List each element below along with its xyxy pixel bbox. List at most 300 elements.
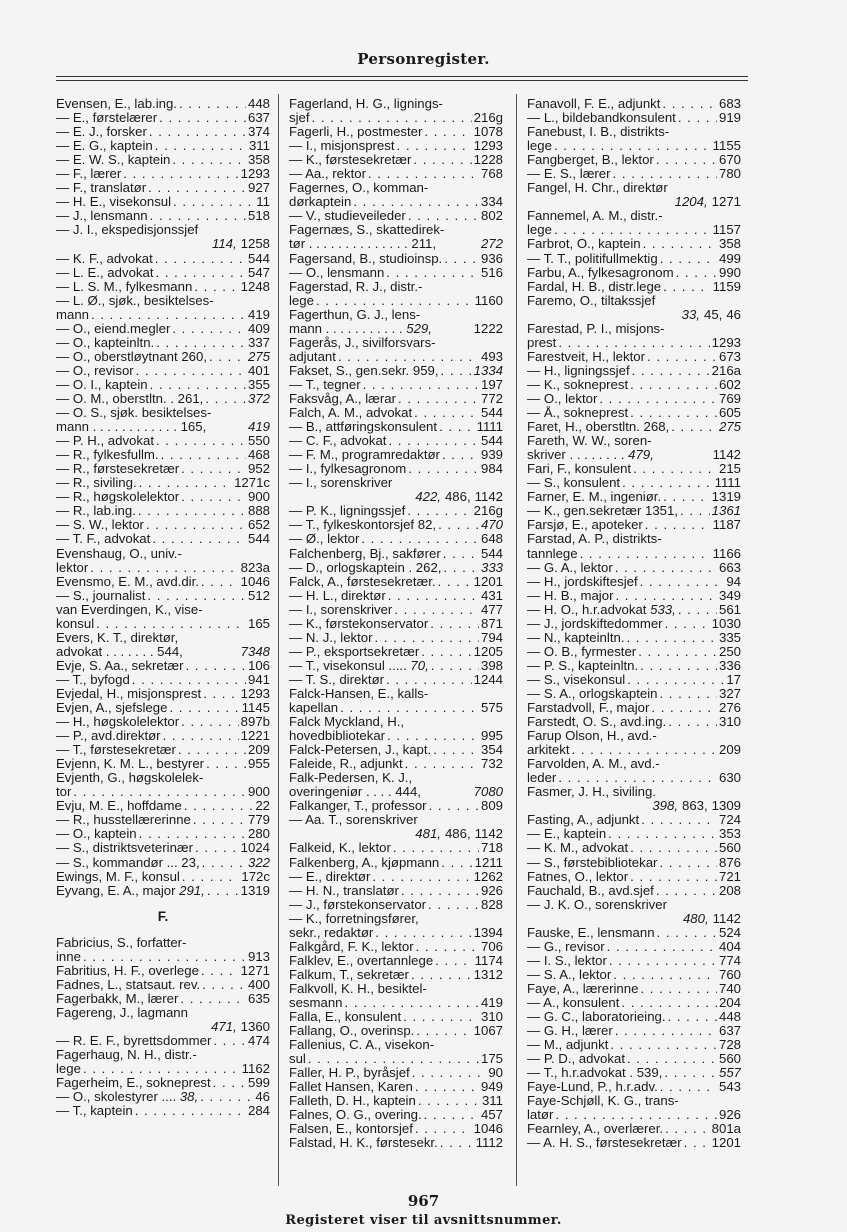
section-number: 216g [473, 111, 503, 126]
entry-text: Fangel, H. Chr., direktør [527, 181, 668, 196]
entry-text: — P., eksportsekretær [289, 644, 420, 659]
index-entry [289, 1038, 503, 1066]
entry-text: Fallang, O., overinsp. [289, 1024, 415, 1039]
index-entry [289, 645, 503, 659]
dot-leader [441, 364, 472, 378]
entry-text: sjef [289, 111, 310, 126]
section-number: 718 [480, 841, 503, 856]
section-number: 1361 [711, 504, 741, 519]
section-number: 941 [247, 672, 270, 687]
index-entry [527, 294, 741, 322]
dot-leader [580, 547, 711, 561]
index-entry [56, 856, 270, 870]
section-number: 995 [480, 729, 503, 744]
index-entry [527, 926, 741, 940]
index-entry [56, 978, 270, 992]
index-entry [527, 715, 741, 729]
index-entry [56, 195, 270, 209]
section-number: 22 [255, 799, 270, 814]
dot-leader [207, 884, 239, 898]
entry-text: — T., byfogd [56, 672, 130, 687]
entry-text: — O., kapteinltn. [56, 335, 155, 350]
dot-leader [640, 982, 717, 996]
dot-leader [156, 336, 246, 350]
index-entry [56, 1090, 270, 1104]
entry-text: overingeniør . . . . 444, [289, 785, 421, 800]
entry-text: Fabricius, S., forfatter- [56, 935, 187, 950]
dot-leader [150, 209, 246, 223]
index-entry [289, 1010, 503, 1024]
entry-text: Falkvoll, K. H., besiktel- [289, 981, 427, 996]
index-entry [527, 252, 741, 266]
entry-text: — F. M., programredaktør [289, 448, 440, 463]
section-number: 652 [247, 518, 270, 533]
index-entry [56, 799, 270, 813]
section-number: 401 [247, 363, 270, 378]
dot-leader [411, 968, 472, 982]
entry-text: Fagerland, H. G., lignings- [289, 97, 443, 111]
section-number: 1293 [240, 686, 270, 701]
section-number: 599 [247, 1076, 270, 1091]
index-entry [527, 968, 741, 982]
index-column-3 [527, 97, 741, 1151]
index-entry [56, 280, 270, 294]
section-number: 1360 [240, 1020, 270, 1034]
entry-text: Faye, A., lærerinne [527, 981, 639, 996]
dot-leader [195, 841, 239, 855]
dot-leader [209, 350, 246, 364]
entry-text: — H. E., visekonsul [56, 195, 172, 210]
dot-leader [405, 757, 479, 771]
section-letter: F. [157, 908, 169, 924]
page-number: 967 [407, 1192, 440, 1210]
section-number: 1159 [712, 279, 741, 294]
entry-text: — I., sorenskriver [289, 476, 393, 491]
section-number: 732 [480, 757, 503, 772]
dot-leader [386, 266, 479, 280]
entry-text: — S., førstebibliotekar [527, 855, 658, 870]
dot-leader [200, 1090, 253, 1104]
dot-leader [394, 603, 479, 617]
dot-leader [181, 490, 246, 504]
index-entry [527, 841, 741, 855]
section-number: 448 [718, 1010, 741, 1025]
index-entry [289, 870, 503, 884]
index-entry [56, 532, 270, 546]
dot-leader [397, 139, 472, 153]
entry-text: tannlege [527, 546, 578, 561]
entry-text: — L., bildebandkonsulent [527, 111, 676, 126]
index-entry [527, 701, 741, 715]
dot-leader [415, 1122, 472, 1136]
entry-text: — P. K., ligningssjef [289, 504, 406, 519]
dot-leader [181, 462, 246, 476]
entry-text: — P. H., advokat [56, 434, 154, 449]
section-number: 448 [247, 97, 270, 111]
entry-text: Fasting, A., adjunkt [527, 813, 640, 828]
index-entry [289, 1080, 503, 1094]
index-entry [527, 167, 741, 181]
index-entry [289, 771, 503, 799]
entry-text: Farup Olson, H., avd.- [527, 729, 657, 744]
dot-leader [172, 153, 246, 167]
section-number: 779 [247, 813, 270, 828]
entry-text: — A., konsulent [527, 996, 620, 1010]
entry-text: Fareth, W. W., soren- [527, 434, 652, 449]
index-entry [56, 266, 270, 280]
dot-leader [630, 841, 717, 855]
dot-leader [135, 1104, 246, 1118]
entry-text: — J. I., ekspedisjonssjef [56, 223, 199, 238]
dot-leader [572, 743, 717, 757]
index-entry [527, 687, 741, 701]
entry-text: — K., førstesekretær [289, 153, 412, 168]
section-number: 349 [718, 588, 741, 603]
section-number: 544 [480, 434, 503, 449]
entry-text: Evensmo, E. M., avd.dir. [56, 574, 199, 589]
entry-text: — O., revisor [56, 363, 134, 378]
entry-text: — J., førstekonservator [289, 897, 427, 912]
section-number: 801a [711, 1122, 741, 1137]
dot-leader [83, 1062, 240, 1076]
index-entry [56, 589, 270, 603]
dot-leader [132, 673, 246, 687]
dot-leader [388, 434, 479, 448]
index-entry [289, 252, 503, 266]
entry-text: Falla, E., konsulent [289, 1010, 402, 1025]
section-number: 1262 [473, 869, 503, 884]
entry-text: — I., fylkesagronom [289, 462, 407, 477]
entry-text: — M., adjunkt [527, 1038, 609, 1053]
entry-text: Fakset, S., gen.sekr. 959, [289, 363, 439, 378]
index-entry [527, 813, 741, 827]
index-entry [527, 350, 741, 364]
index-entry [56, 364, 270, 378]
spacer [56, 1020, 211, 1034]
index-entry [56, 631, 270, 659]
section-number: 828 [480, 897, 503, 912]
section-number: 1166 [712, 546, 741, 561]
index-entry [289, 1108, 503, 1122]
section-number: 480, [682, 911, 709, 926]
dot-leader [83, 950, 246, 964]
dot-leader [136, 364, 246, 378]
dot-leader [615, 561, 717, 575]
entry-text: Falkeid, K., lektor [289, 841, 391, 856]
section-number: 955 [247, 757, 270, 772]
dot-leader [621, 996, 717, 1010]
section-number: 1030 [711, 616, 741, 631]
spacer [527, 308, 682, 322]
entry-text: Fagerheim, E., sokneprest [56, 1076, 211, 1091]
section-number: 949 [480, 1080, 503, 1095]
section-number: 46 [726, 307, 741, 322]
dot-leader [664, 1066, 717, 1080]
section-number: 33, [681, 307, 700, 322]
entry-text: — O. M., oberstltn. . 261, [56, 391, 204, 406]
entry-text: lege [56, 1062, 81, 1077]
dot-leader [656, 153, 717, 167]
entry-text: — F., translatør [56, 181, 147, 196]
entry-text: Ewings, M. F., konsul [56, 869, 180, 884]
entry-text: Farner, E. M., ingeniør. [527, 490, 662, 505]
section-number: 547 [247, 265, 270, 280]
index-entry [289, 448, 503, 462]
section-number: 398, [652, 799, 678, 814]
entry-text: — N., kapteinltn. [527, 630, 625, 645]
entry-text: Fagernes, O., komman- [289, 181, 429, 196]
entry-text: Fauske, E., lensmann [527, 925, 655, 940]
index-entry [56, 870, 270, 884]
entry-text: Faye-Schjøll, K. G., trans- [527, 1094, 679, 1109]
entry-text: Falkanger, T., professor [289, 799, 427, 814]
entry-text: Fagerstad, R. J., distr.- [289, 279, 423, 294]
section-number: 871 [480, 616, 503, 631]
dot-leader [643, 237, 717, 251]
entry-text: Falch, A. M., advokat [289, 406, 413, 421]
index-entry [56, 964, 270, 978]
entry-text: — E. W. S., kaptein [56, 153, 171, 168]
section-number: 1244 [473, 672, 503, 687]
index-entry [289, 813, 503, 841]
dot-leader [182, 870, 240, 884]
section-number: 208 [718, 883, 741, 898]
dot-leader [73, 785, 246, 799]
entry-text: Evjen, A., sjefslege [56, 701, 168, 716]
dot-leader [408, 462, 479, 476]
entry-text: mann [56, 307, 89, 322]
section-number: 45, [703, 307, 723, 322]
section-number: 683 [718, 97, 741, 111]
entry-text: Faremo, O., tiltakssjef [527, 293, 656, 308]
entry-text: Fasmer, J. H., siviling. [527, 785, 656, 800]
section-number: 419 [480, 996, 503, 1010]
dot-leader [152, 532, 246, 546]
dot-leader [150, 378, 246, 392]
dot-leader [435, 954, 472, 968]
entry-text: — T., fylkeskontorsjef 82, [289, 518, 437, 533]
section-number: 1319 [711, 490, 741, 505]
index-entry [289, 884, 503, 898]
index-entry [289, 968, 503, 982]
dot-leader [161, 448, 246, 462]
dot-leader [416, 1024, 471, 1038]
index-entry [527, 1052, 741, 1066]
entry-text: Fagerthun, G. J., lens- [289, 307, 421, 322]
dot-leader [368, 167, 479, 181]
entry-text: — K. F., advokat [56, 251, 153, 266]
index-entry [527, 617, 741, 631]
section-number: 663 [718, 560, 741, 575]
dot-leader [678, 111, 717, 125]
index-entry [289, 673, 503, 687]
index-entry [289, 575, 503, 589]
entry-text: lege [289, 293, 314, 308]
dot-leader [668, 715, 717, 729]
dot-leader [663, 490, 710, 504]
dot-leader [626, 631, 717, 645]
index-entry [527, 954, 741, 968]
index-entry [56, 209, 270, 223]
header-rule [56, 76, 748, 77]
entry-ref-italic: 533, [650, 602, 676, 617]
entry-text: Fari, F., konsulent [527, 462, 632, 477]
entry-ref-italic: 291, [179, 883, 205, 898]
section-number: 760 [718, 967, 741, 982]
section-number: 114, [211, 237, 237, 252]
index-entry [289, 364, 503, 378]
section-number: 276 [718, 701, 741, 716]
dot-leader [213, 1034, 246, 1048]
entry-text: — T., tegner [289, 377, 361, 392]
section-number: 398 [480, 658, 503, 673]
entry-text: Farestveit, H., lektor [527, 349, 645, 364]
entry-text: Falnes, O. G., overing. [289, 1108, 422, 1123]
index-entry [56, 687, 270, 701]
entry-text: — S., konsulent [527, 476, 621, 491]
section-number: 470 [480, 518, 503, 533]
dot-leader [656, 884, 717, 898]
entry-text: — G. C., laboratorieing. [527, 1010, 666, 1025]
entry-text: — J. K. O., sorenskriver [527, 897, 667, 912]
entry-text: Fagernæs, S., skattedirek- [289, 223, 445, 238]
dot-leader [202, 978, 246, 992]
dot-leader [163, 729, 239, 743]
index-entry [527, 266, 741, 280]
section-number: 422, [415, 490, 441, 505]
section-number: 605 [718, 406, 741, 421]
index-entry [56, 336, 270, 350]
spacer [527, 195, 675, 209]
section-number: 888 [247, 504, 270, 519]
entry-text: — R., siviling. [56, 476, 137, 491]
dot-leader [363, 378, 479, 392]
entry-text: — R. E. F., byrettsdommer [56, 1034, 212, 1049]
index-entry [289, 589, 503, 603]
index-entry [527, 898, 741, 926]
entry-text: lege [527, 139, 552, 154]
section-number: 327 [718, 686, 741, 701]
index-entry [289, 856, 503, 870]
dot-leader [429, 799, 479, 813]
entry-text: hovedbibliotekar [289, 729, 386, 744]
dot-leader [96, 617, 246, 631]
index-entry [56, 884, 270, 898]
index-entry [527, 1066, 741, 1080]
dot-leader [179, 97, 246, 111]
index-entry [527, 434, 741, 462]
entry-text: — Aa., rektor [289, 167, 366, 182]
entry-text: — F., lærer [56, 167, 122, 182]
dot-leader [641, 813, 717, 827]
index-entry [56, 153, 270, 167]
dot-leader [184, 799, 253, 813]
dot-leader [554, 223, 711, 237]
entry-text: — T., visekonsul ..... 70, [289, 658, 429, 673]
index-entry [56, 575, 270, 589]
section-number: 706 [480, 939, 503, 954]
dot-leader [444, 252, 479, 266]
entry-text: — O., oberstløytnant 260, [56, 349, 207, 364]
entry-text: — P. D., advokat [527, 1052, 625, 1067]
section-number: 216a [711, 363, 741, 378]
dot-leader [202, 856, 246, 870]
index-entry [527, 237, 741, 251]
dot-leader [645, 518, 711, 532]
section-number: 1334 [473, 363, 503, 378]
entry-text: Evjedal, H., misjonsprest [56, 686, 202, 701]
section-number: 724 [718, 813, 741, 828]
section-number: 354 [480, 743, 503, 758]
entry-text: Falstad, H. K., førstesekr. [289, 1136, 438, 1151]
dot-leader [123, 167, 238, 181]
dot-leader [613, 167, 717, 181]
dot-leader [408, 209, 479, 223]
dot-leader [640, 659, 717, 673]
section-number: 94 [726, 574, 741, 589]
dot-leader [147, 589, 246, 603]
index-entry [289, 308, 503, 336]
section-number: 1271c [234, 476, 270, 491]
index-entry [289, 378, 503, 392]
entry-text: — L. S. M., fylkesmann [56, 279, 193, 294]
dot-leader [413, 153, 471, 167]
section-number: 952 [247, 462, 270, 477]
index-entry [289, 1024, 503, 1038]
section-number: 204 [718, 996, 741, 1010]
index-entry [527, 181, 741, 209]
entry-text: — H., høgskolelektor [56, 715, 180, 730]
dot-leader [558, 771, 717, 785]
section-number: 1142 [712, 448, 741, 463]
entry-text: lektor [56, 560, 89, 575]
dot-leader [312, 111, 472, 125]
entry-text: — S., distriktsveterinær [56, 841, 194, 856]
section-number: 740 [718, 981, 741, 996]
dot-leader [680, 504, 710, 518]
index-entry [56, 223, 270, 251]
entry-text: Evjenth, G., høgskolelek- [56, 771, 204, 786]
entry-text: — E. G., kaptein [56, 139, 153, 154]
dot-leader [651, 701, 717, 715]
section-number: 272 [480, 237, 503, 252]
section-number: 560 [718, 1052, 741, 1067]
entry-text: — E., direktør [289, 869, 371, 884]
section-number: 809 [480, 799, 503, 814]
dot-leader [630, 406, 717, 420]
entry-text: Fallenius, C. A., visekon- [289, 1038, 435, 1053]
section-number: 1211 [474, 855, 503, 870]
dot-leader [139, 827, 246, 841]
section-number: 493 [480, 349, 503, 364]
dot-leader [668, 1010, 717, 1024]
dot-leader [156, 266, 246, 280]
index-entry [527, 1024, 741, 1038]
section-number: 561 [718, 602, 741, 617]
section-number: 334 [480, 195, 503, 210]
section-number: 1293 [473, 139, 503, 154]
dot-leader [609, 954, 717, 968]
index-entry [56, 181, 270, 195]
section-number: 165 [247, 616, 270, 631]
entry-text: tor [56, 785, 72, 800]
index-entry [289, 687, 503, 715]
entry-text: Farestad, P. I., misjons- [527, 321, 665, 336]
dot-leader [657, 926, 717, 940]
index-entry [289, 912, 503, 940]
dot-leader [412, 1066, 487, 1080]
entry-text: — T. S., direktør [289, 672, 385, 687]
